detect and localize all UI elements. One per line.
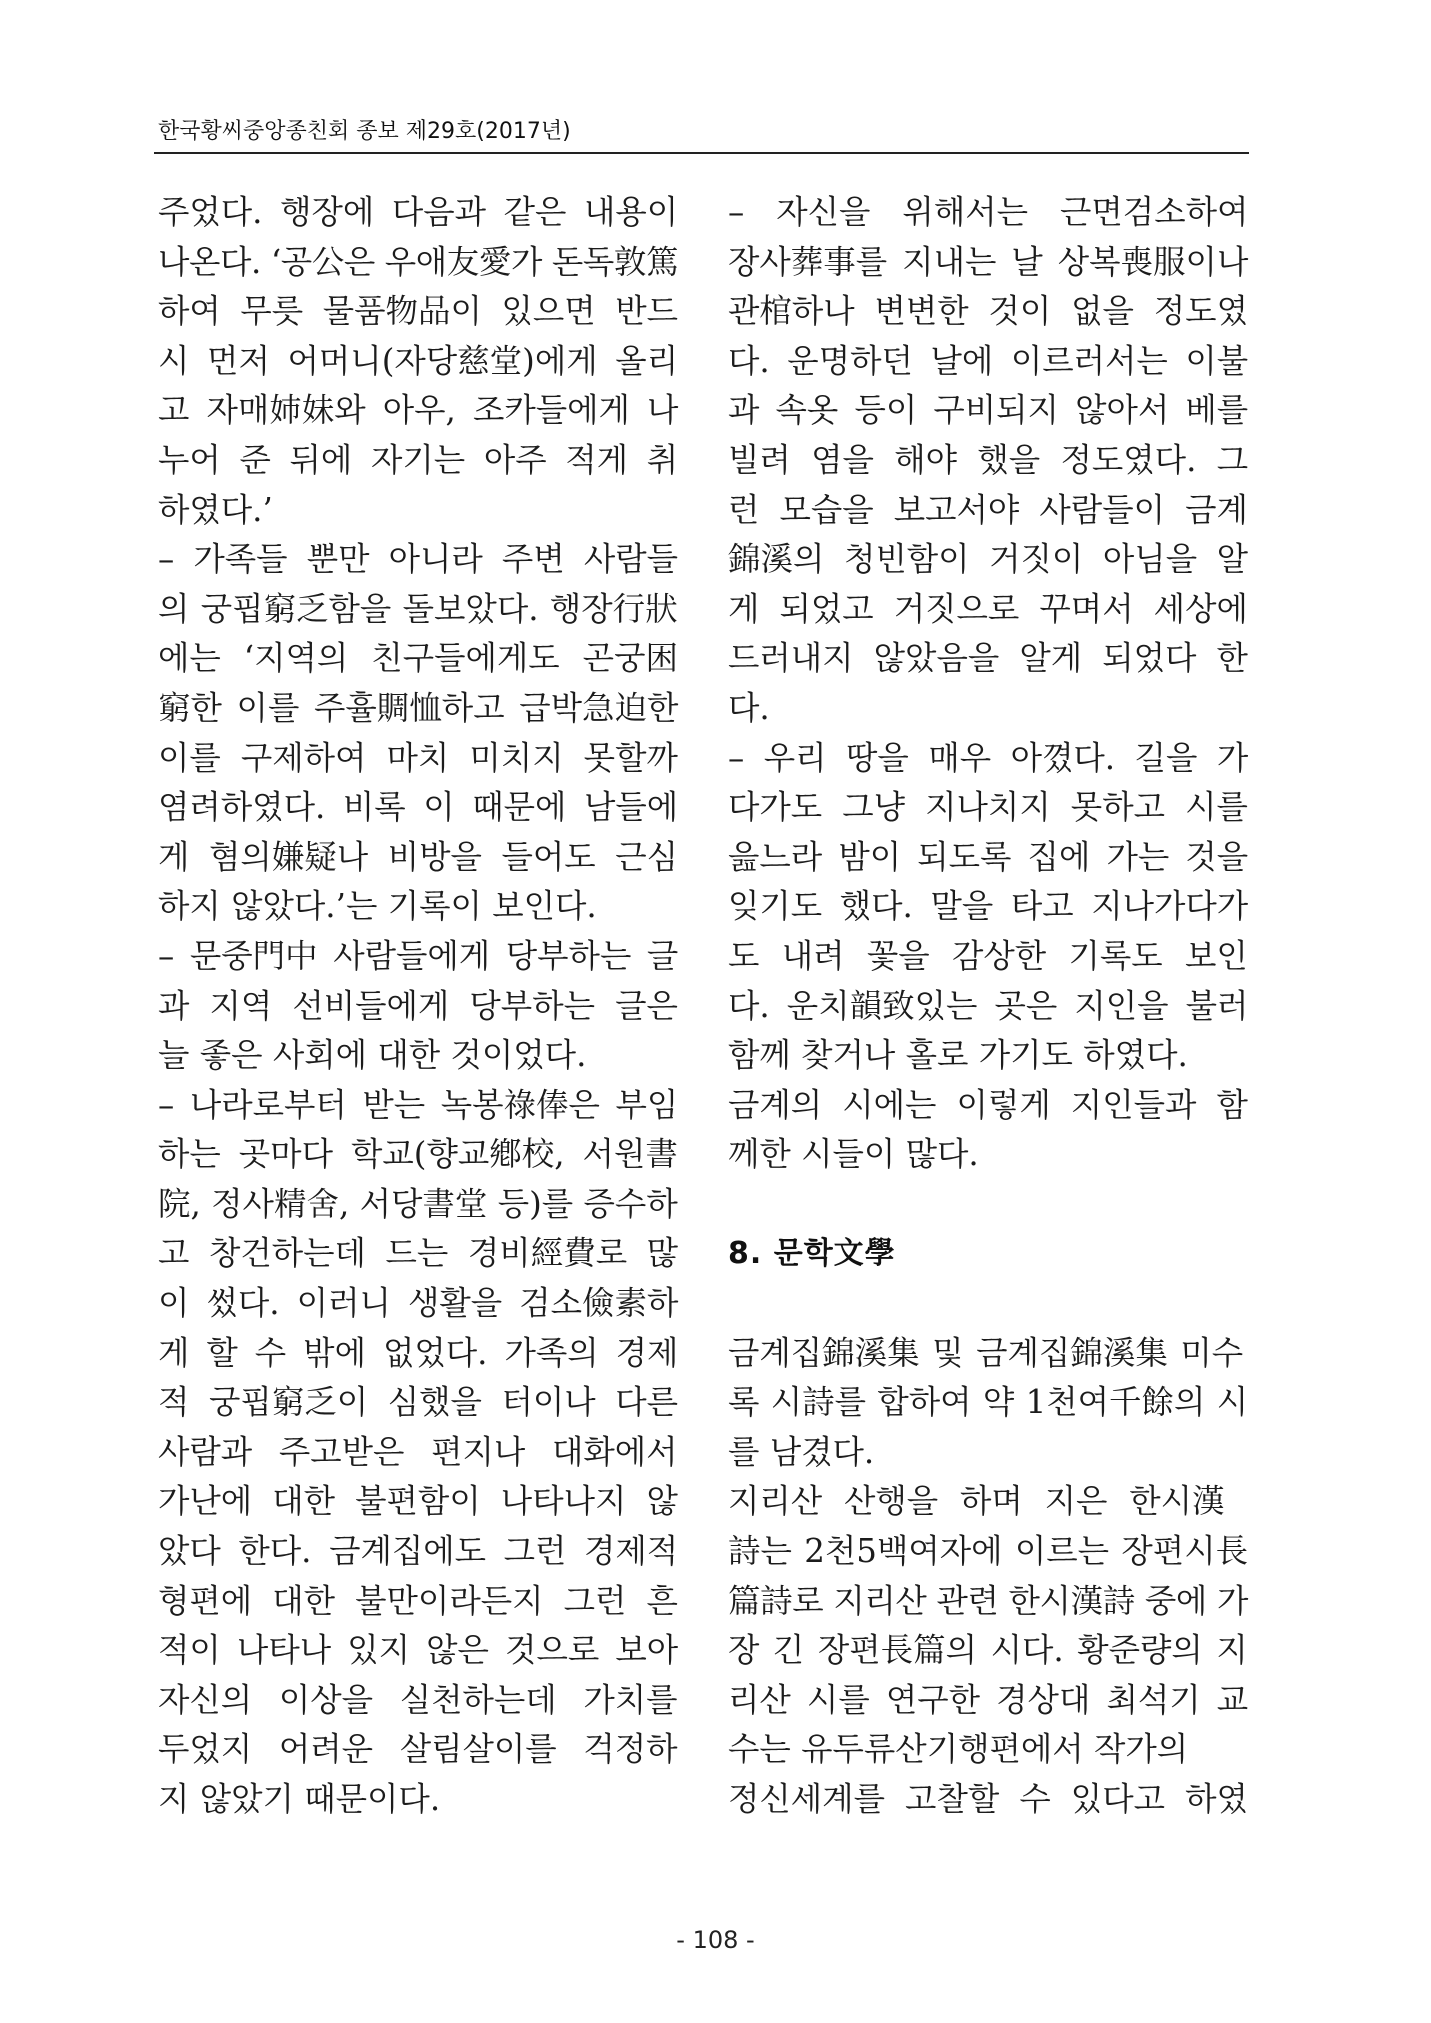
- text-line: – 우리 땅을 매우 아꼈다. 길을 가: [728, 738, 1249, 777]
- right-column-top: [728, 188, 1248, 1180]
- text-line: 다가도 그냥 지나치지 못하고 시를: [728, 788, 1248, 827]
- text-line: 빌려 염을 해야 했을 정도였다. 그: [728, 440, 1249, 479]
- text-line: 수는 유두류산기행편에서 작가의: [728, 1730, 1189, 1769]
- text-line: 잊기도 했다. 말을 타고 지나가다가: [728, 887, 1249, 926]
- text-line: 과 지역 선비들에게 당부하는 글은: [158, 986, 678, 1025]
- text-line: 가난에 대한 불편함이 나타나지 않: [158, 1482, 678, 1521]
- page-number: - 108 -: [676, 1926, 755, 1954]
- text-line: 게 되었고 거짓으로 꾸며서 세상에: [728, 589, 1248, 628]
- right-column: [728, 188, 1248, 1825]
- text-line: – 문중門中 사람들에게 당부하는 글: [158, 936, 679, 975]
- text-line: 院, 정사精舍, 서당書堂 등)를 증수하: [158, 1184, 678, 1223]
- text-line: 염려하였다. 비록 이 때문에 남들에: [158, 788, 679, 827]
- text-line: 도 내려 꽃을 감상한 기록도 보인: [728, 936, 1248, 975]
- text-line: 에는 ‘지역의 친구들에게도 곤궁困: [158, 639, 678, 678]
- text-line: 篇詩로 지리산 관련 한시漢詩 중에 가: [728, 1581, 1248, 1620]
- text-line: 窮한 이를 주휼賙恤하고 급박急迫한: [158, 688, 679, 727]
- left-column: [158, 188, 678, 1825]
- text-line: 리산 시를 연구한 경상대 최석기 교: [728, 1680, 1249, 1719]
- header-rule: [154, 152, 1249, 154]
- text-line: 록 시詩를 합하여 약 1천여千餘의 시: [728, 1383, 1249, 1422]
- page-header: 한국황씨중앙종친회 종보 제29호(2017년): [158, 119, 571, 144]
- text-line: 다. 운명하던 날에 이르러서는 이불: [728, 341, 1249, 380]
- text-line: 나온다. ‘공公은 우애友愛가 돈독敦篤: [158, 242, 679, 281]
- text-line: 드러내지 않았음을 알게 되었다 한: [728, 639, 1248, 678]
- right-column-bottom: [728, 1329, 1248, 1825]
- text-line: 이를 구제하여 마치 미치지 못할까: [158, 738, 678, 777]
- text-line: 자신의 이상을 실천하는데 가치를: [158, 1680, 678, 1719]
- text-line: 금계의 시에는 이렇게 지인들과 함: [728, 1085, 1248, 1124]
- text-line: 를 남겼다.: [728, 1432, 875, 1471]
- text-line: 다.: [728, 688, 770, 727]
- text-line: 읊느라 밤이 되도록 집에 가는 것을: [728, 837, 1249, 876]
- text-line: 장사葬事를 지내는 날 상복喪服이나: [728, 242, 1249, 281]
- text-line: 錦溪의 청빈함이 거짓이 아님을 알: [728, 540, 1249, 579]
- text-line: 하는 곳마다 학교(향교鄕校, 서원書: [158, 1135, 678, 1174]
- text-line: 께한 시들이 많다.: [728, 1135, 979, 1174]
- text-line: 하여 무릇 물품物品이 있으면 반드: [158, 292, 679, 331]
- text-line: 다. 운치韻致있는 곳은 지인을 불러: [728, 986, 1249, 1025]
- text-line: 게 할 수 밖에 없었다. 가족의 경제: [158, 1333, 679, 1372]
- text-line: 장 긴 장편長篇의 시다. 황준량의 지: [728, 1631, 1248, 1670]
- text-line: 주었다. 행장에 다음과 같은 내용이: [158, 193, 679, 231]
- text-line: 적이 나타나 있지 않은 것으로 보아: [158, 1631, 679, 1670]
- text-line: 이 썼다. 이러니 생활을 검소儉素하: [158, 1284, 679, 1323]
- text-line: 형편에 대한 불만이라든지 그런 흔: [158, 1581, 678, 1620]
- text-line: 함께 찾거나 홀로 가기도 하였다.: [728, 1036, 1188, 1075]
- text-line: 런 모습을 보고서야 사람들이 금계: [728, 490, 1248, 529]
- text-line: – 가족들 뿐만 아니라 주변 사람들: [158, 540, 679, 579]
- text-line: 시 먼저 어머니(자당慈堂)에게 올리: [158, 341, 679, 380]
- text-line: 관棺하나 변변한 것이 없을 정도였: [728, 292, 1248, 331]
- spacer: [728, 1180, 1248, 1230]
- text-line: 게 혐의嫌疑나 비방을 들어도 근심: [158, 837, 679, 876]
- text-line: 詩는 2천5백여자에 이르는 장편시長: [728, 1532, 1249, 1571]
- text-line: 지 않았기 때문이다.: [158, 1780, 441, 1818]
- text-line: 사람과 주고받은 편지나 대화에서: [158, 1432, 678, 1471]
- text-line: 적 궁핍窮乏이 심했을 터이나 다른: [158, 1383, 679, 1422]
- spacer: [728, 1279, 1248, 1329]
- text-line: 하였다.’: [158, 490, 273, 529]
- text-line: 금계집錦溪集 및 금계집錦溪集 미수: [728, 1333, 1244, 1372]
- text-line: – 자신을 위해서는 근면검소하여: [728, 193, 1249, 231]
- text-line: 하지 않았다.’는 기록이 보인다.: [158, 887, 597, 926]
- text-line: 았다 한다. 금계집에도 그런 경제적: [158, 1532, 679, 1571]
- text-line: 누어 준 뒤에 자기는 아주 적게 취: [158, 440, 679, 479]
- text-line: 정신세계를 고찰할 수 있다고 하였: [728, 1780, 1248, 1818]
- text-line: 지리산 산행을 하며 지은 한시漢: [728, 1482, 1225, 1521]
- text-line: 고 창건하는데 드는 경비經費로 많: [158, 1234, 679, 1273]
- text-line: 두었지 어려운 살림살이를 걱정하: [158, 1730, 678, 1769]
- text-line: 과 속옷 등이 구비되지 않아서 베를: [728, 391, 1249, 430]
- text-line: 의 궁핍窮乏함을 돌보았다. 행장行狀: [158, 589, 678, 628]
- text-line: 늘 좋은 사회에 대한 것이었다.: [158, 1036, 587, 1075]
- text-line: 고 자매姉妹와 아우, 조카들에게 나: [158, 391, 679, 430]
- text-line: – 나라로부터 받는 녹봉祿俸은 부임: [158, 1085, 679, 1124]
- section-heading: 8. 문학文學: [728, 1236, 896, 1272]
